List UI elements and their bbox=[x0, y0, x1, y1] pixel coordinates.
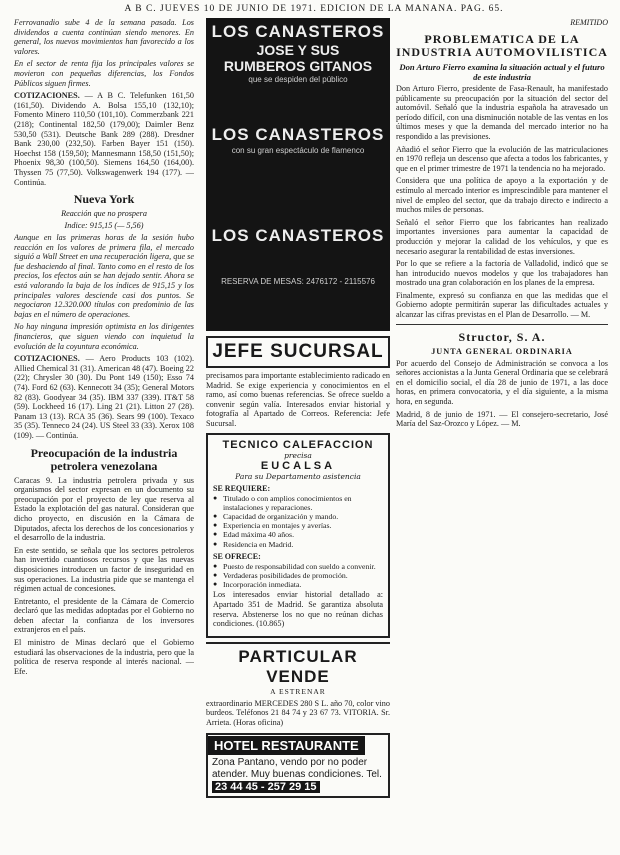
section-title-new-york: Nueva York bbox=[73, 192, 135, 207]
sale-ad-text: extraordinario MERCEDES 280 S L. año 70, color vino burdeos. Teléfonos 21 84 74 y 23 67 73. VITORIA. Sr. Arrieta. (Horas oficina) bbox=[206, 698, 390, 727]
poster-headline: LOS CANASTEROS bbox=[211, 125, 385, 144]
poster-headline: LOS CANASTEROS bbox=[211, 226, 385, 245]
divider bbox=[396, 324, 608, 325]
list-item: ● Titulado o con amplios conocimientos en instalaciones y reparaciones. bbox=[213, 494, 383, 512]
article-paragraph: Añadió el señor Fierro que la evolución de las matriculaciones en 1970 refleja un descenso que afecta a todos los fabricantes, y que en el primer trimestre de 1971 la tendencia no ha mejorado. bbox=[396, 144, 608, 173]
technician-ad-footer: Los interesados enviar historial detallado a: Apartado 351 de Madrid. Se garantiza absoluta reserva. Abstenerse los no que no reúnan dichas condiciones. (10.865) bbox=[213, 590, 383, 629]
index-value: Indice: 915,15 (— 5,56) bbox=[64, 221, 144, 231]
sale-ad-title: PARTICULAR VENDE bbox=[206, 642, 390, 687]
ny-paragraph: No hay ninguna impresión optimista en los dirigentes financieros, que siguen viendo con inquietud la evolución de la coyuntura económica. bbox=[14, 322, 194, 351]
article-paragraph: Señaló el señor Fierro que los fabricantes han realizado importantes inversiones para aumentar la capacidad de producción y mejorar la calidad de los vehículos, y que es necesario asegurar la rentabilidad de estas inversiones. bbox=[396, 217, 608, 256]
article-paragraph: En este sentido, se señala que los sectores petroleros han invertido cuantiosos recursos y que las nuevas disposiciones introducen un factor de inseguridad en sus operaciones. La industria pide que se mantenga el régimen actual de concesiones. bbox=[14, 545, 194, 594]
offers-label: SE OFRECE: bbox=[213, 551, 261, 561]
requirements-label: SE REQUIERE: bbox=[213, 483, 271, 493]
hotel-ad-title: HOTEL RESTAURANTE bbox=[208, 736, 365, 755]
requirements-list bbox=[213, 494, 383, 549]
quotes-paragraph bbox=[14, 354, 194, 440]
article-paragraph: Don Arturo Fierro, presidente de Fasa-Renault, ha manifestado públicamente su preocupación por la situación del sector del automóvil. Señaló que la industria española ha atravesado un período difícil, con una disminución notable de las ventas en los últimos meses y que la demanda del mercado interior no ha respondido a las previsiones. bbox=[396, 84, 608, 141]
technician-ad-title: TECNICO CALEFACCION bbox=[222, 438, 374, 451]
poster-reservations: RESERVA DE MESAS: 2476172 - 2115576 bbox=[221, 277, 375, 286]
quotes-text: — A B C. Telefunken 161,50 (161,50). Dividendo A. Bolsa 155,10 (132,10); Fomento Minero 110,50 (101,10). Commerzbank 221 (218); Continental 182,50 (179,00); Daimler Benz 530,50 (531). Deutsche Bank 289 (288). Dresdner Bank 230,00 (232,50). Farben Bayer 151 (150). Hoechst 158 (159,50); Mannesmann 158,50 (151,50); Phoenix 98,30 (100,50). Siemens 164,50 (164,00). Thyssen 75 (77,50). Volkswagenwerk 194 (177). — Continúa. bbox=[14, 91, 194, 187]
technician-job-ad bbox=[206, 433, 390, 638]
poster-headline: LOS CANASTEROS bbox=[211, 22, 385, 41]
list-item: ● Residencia en Madrid. bbox=[213, 540, 383, 549]
list-item: ● Incorporación inmediata. bbox=[213, 580, 383, 589]
notice-subtitle: JUNTA GENERAL ORDINARIA bbox=[431, 346, 573, 356]
page-header: A B C. JUEVES 10 DE JUNIO DE 1971. EDICION DE LA MAÑANA. PAG. 65. bbox=[124, 4, 504, 14]
quotes-label: COTIZACIONES. bbox=[14, 354, 80, 364]
intro-paragraph: En el sector de renta fija los principales valores se movieron con pequeñas diferencias, los Fondos Públicos siguen firmes. bbox=[14, 59, 194, 88]
hotel-ad bbox=[206, 733, 390, 798]
article-paragraph: Por lo que se refiere a la factoría de Valladolid, indicó que se han introducido nuevos modelos y que los trabajadores han mostrado una gran colaboración en los planes de la empresa. bbox=[396, 259, 608, 288]
intro-paragraph: Ferrovanadio sube 4 de la semana pasada. Los dividendos a cuenta continúan siendo menores. En general, los nuevos movimientos han favorecido a los valores. bbox=[14, 18, 194, 56]
article-paragraph: Considera que una política de apoyo a la exportación y de estímulo al mercado interior es imprescindible para mantener el nivel de empleo del sector, que da trabajo directo e indirecto a muchos miles de personas. bbox=[396, 176, 608, 215]
list-item: ● Capacidad de organización y mando. bbox=[213, 512, 383, 521]
hotel-ad-body bbox=[208, 755, 388, 796]
article-paragraph: El ministro de Minas declaró que el Gobierno estudiará las observaciones de la industria, pero que la política de reserva responde al interés nacional. — Efe. bbox=[14, 638, 194, 676]
list-item: ● Verdaderas posibilidades de promoción. bbox=[213, 571, 383, 580]
poster-text: con su gran espectáculo de flamenco bbox=[231, 146, 365, 155]
notice-title-structor: Structor, S. A. bbox=[458, 329, 546, 344]
section-subtitle: Reacción que no prospera bbox=[61, 209, 147, 219]
quotes-paragraph bbox=[14, 91, 194, 187]
notice-paragraph: Por acuerdo del Consejo de Administración se convoca a los señores accionistas a la Junta General Ordinaria que se celebrará en el domicilio social, el día 28 de junio de 1971, a las doce horas, en primera convocatoria, y el día siguiente, a la misma hora, en segunda. bbox=[396, 358, 608, 407]
column-left bbox=[14, 18, 194, 851]
column-middle bbox=[206, 18, 390, 851]
list-item: ● Edad máxima 40 años. bbox=[213, 530, 383, 539]
hotel-ad-text: Zona Pantano, vendo por no poder atender. Muy buenas condiciones. Tel. bbox=[212, 756, 382, 780]
list-item: ● Puesto de responsabilidad con sueldo a convenir. bbox=[213, 562, 383, 571]
article-title-automotive: PROBLEMATICA DE LA INDUSTRIA AUTOMOVILISTICA bbox=[396, 32, 608, 59]
poster-text: que se despiden del público bbox=[248, 75, 348, 84]
offers-list bbox=[213, 562, 383, 590]
column-right bbox=[396, 18, 608, 851]
canasteros-advert bbox=[206, 18, 390, 331]
department: Para su Departamento asistencia bbox=[235, 471, 361, 481]
article-subtitle: Don Arturo Fierro examina la situación actual y el futuro de este industria bbox=[399, 62, 605, 82]
list-item: ● Experiencia en montajes y averías. bbox=[213, 521, 383, 530]
quotes-label: COTIZACIONES. bbox=[14, 91, 80, 101]
article-paragraph: Caracas 9. La industria petrolera privada y sus organismos del sector expresan en un documento su preocupación por el proyecto de ley que reserva al Estado la explotación del gas natural. Consideran que dicho proyecto, en discusión en la Cámara de Diputados, afecta los derechos de los concesionarios y el desarrollo de la industria. bbox=[14, 475, 194, 543]
poster-line: RUMBEROS GITANOS bbox=[223, 58, 373, 74]
company-name: EUCALSA bbox=[260, 459, 336, 472]
article-title-venezuela: Preocupación de la industria petrolera venezolana bbox=[30, 445, 178, 473]
job-ad-text: precisamos para importante establecimiento radicado en Madrid. Se exige experiencia y conocimientos en el ramo, así como buenas referencias. Se ofrece sueldo a convenir según valía. Interesados enviar historial y fotografía al Apartado de Correos. Referencia: Jefe Sucursal. bbox=[206, 371, 390, 428]
article-paragraph: Entretanto, el presidente de la Cámara de Comercio declaró que las medidas adoptadas por el Gobierno no deben afectar la confianza de los inversores extranjeros en el país. bbox=[14, 596, 194, 635]
notice-paragraph: Madrid, 8 de junio de 1971. — El consejero-secretario, José María del Saz-Orozco y López. — M. bbox=[396, 409, 608, 429]
quotes-text: — Aero Products 103 (102). Allied Chemical 31 (31). American 48 (47). Boeing 22 (22); Chrysler 30 (30). Du Pont 149 (150); Esso 74 (74). Ford 62 (63). Kennecott 34 (35); General Motors 82 (83). Goodyear 34 (35). IBM 337 (339). IT&T 58 (59). Lockheed 16 (17). Ling 21 (21). Litton 27 (28). Panam 13 (13). RCA 35 (36). Sears 99 (100). Texaco 35 (35). Tenneco 24 (24). US Steel 33 (33). Xerox 108 (109). — Continúa. bbox=[14, 354, 194, 440]
poster-line: JOSE Y SUS bbox=[256, 42, 340, 58]
sale-ad-subtitle: A ESTRENAR bbox=[270, 686, 326, 696]
article-paragraph: Finalmente, expresó su confianza en que las medidas que el Gobierno adopte permitirán superar las dificultades actuales y alcanzar las cifras previstas en el Plan de Desarrollo. — M. bbox=[396, 290, 608, 320]
hotel-phone: 23 44 45 - 257 29 15 bbox=[212, 781, 320, 793]
remitido-label: REMITIDO bbox=[570, 18, 608, 27]
job-ad-title: JEFE SUCURSAL bbox=[206, 336, 390, 368]
ny-paragraph: Aunque en las primeras horas de la sesión hubo reacción en los valores de primera fila, el mercado siguió a Wall Street en una recuperación ligera, que se fue deshaciendo al final. Tanto como en el resto de los precios, los efectos aún se han dejado sentir. Ahora se está valorando la baja de los índices de 915,15 y los principales valores desciende casi dos puntos. Se negociaron 12.320.000 títulos con predominio de las bajas en el número de operaciones. bbox=[14, 233, 194, 319]
technician-ad-verb: precisa bbox=[284, 450, 312, 460]
